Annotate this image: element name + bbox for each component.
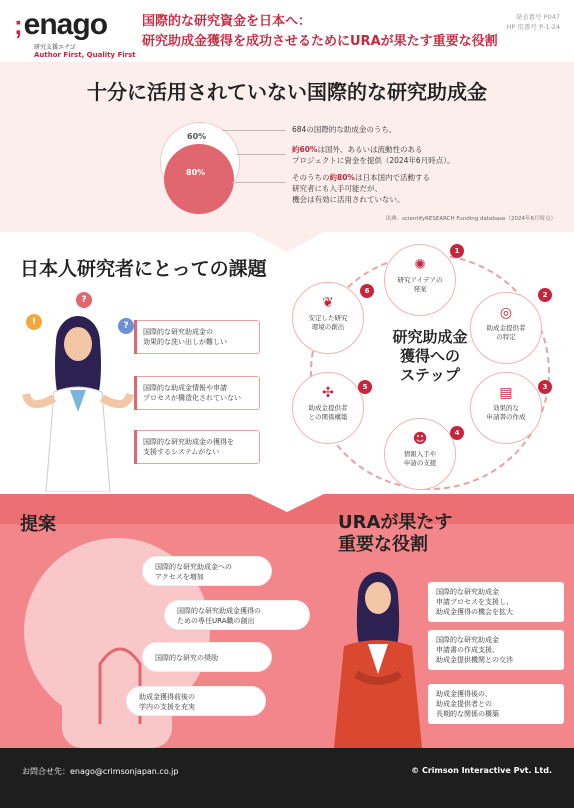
role-line2: 助成金提供者との	[436, 700, 492, 708]
challenge-line1: 国際的な助成金情報や申請	[143, 384, 227, 392]
logo-text: enago	[23, 8, 108, 41]
network-icon: ✣	[322, 385, 334, 401]
stat3-bold: 約80%	[329, 173, 355, 182]
role-line1: 国際的な研究助成金	[436, 636, 499, 644]
lightbulb-icon: ✺	[414, 257, 426, 273]
doc-no: 発表番号 P047	[515, 13, 560, 21]
question-bubble-icon: ?	[118, 318, 134, 334]
heading-right-line1: URAが果たす	[338, 512, 453, 533]
section2-heading: 日本人研究者にとっての課題	[20, 258, 267, 280]
connector-line	[222, 130, 286, 131]
step-number: 5	[358, 380, 372, 394]
step-number: 3	[538, 380, 552, 394]
challenge-line1: 国際的な研究助成金の獲得を	[143, 438, 234, 446]
pct-60-label: 60%	[187, 132, 207, 141]
team-icon: ☻	[412, 431, 428, 447]
role-line1: 国際的な研究助成金	[436, 588, 499, 596]
growth-icon: ❦	[322, 295, 334, 311]
proposal-line1: 助成金獲得前後の	[139, 693, 195, 701]
section3-heading-left: 提案	[20, 514, 56, 535]
step-number: 4	[450, 426, 464, 440]
proposal-item	[164, 600, 310, 630]
step-4	[384, 418, 456, 490]
center-line3: ステップ	[400, 366, 460, 384]
step-number: 1	[450, 244, 464, 258]
challenge-line1: 国際的な研究助成金の	[143, 328, 213, 336]
step-line2: 申請書の作成	[486, 413, 526, 421]
step-number: 6	[360, 284, 374, 298]
section-divider-notch	[250, 232, 324, 252]
stat3-rest: は日本国内で活動する	[354, 173, 430, 182]
ura-role-item	[428, 630, 564, 670]
logo-tagline: Author First, Quality First	[34, 51, 136, 59]
stat3-pre: そのうちの	[292, 173, 330, 182]
challenge-item	[134, 430, 260, 464]
title-line-1: 国際的な研究資金を日本へ：	[142, 14, 312, 29]
connector-line	[236, 154, 286, 155]
challenge-line2: 効果的な洗い出しが難しい	[143, 338, 227, 346]
doc-number	[507, 12, 560, 32]
stat-2	[292, 144, 454, 166]
proposal-line2: ための専任URA職の創出	[177, 617, 255, 625]
step-line2: 環境の創出	[311, 323, 345, 331]
logo-sub: 研究支援エナゴ	[34, 44, 76, 51]
hp-no: HP 用番号 P-1-24	[506, 23, 560, 31]
ura-role-item	[428, 684, 564, 724]
pct-80-label: 80%	[186, 168, 206, 177]
step-line1: 情報入手や	[403, 450, 437, 458]
stat2-rest: は国外、あるいは流動性のある	[317, 145, 423, 154]
step-line2: 申請の支援	[403, 459, 437, 467]
step-number: 2	[538, 288, 552, 302]
proposal-item	[126, 686, 266, 716]
step-line1: 助成金提供者	[486, 324, 526, 332]
copyright: © Crimson Interactive Pvt. Ltd.	[411, 766, 552, 775]
center-line1: 研究助成金	[392, 328, 468, 346]
connector-line	[232, 182, 286, 183]
step-line1: 安定した研究	[308, 314, 348, 322]
step-2	[470, 292, 542, 364]
challenge-item	[134, 320, 260, 354]
step-6	[292, 282, 364, 354]
stat3-line3: 機会は有効に活用されていない。	[292, 195, 405, 204]
challenge-line2: プロセスが構造化されていない	[143, 394, 241, 402]
role-line2: 申請プロセスを支援し、	[436, 598, 513, 606]
proposal-line1: 国際的な研究の奨励	[155, 654, 218, 662]
stat2-bold: 約60%	[292, 145, 318, 154]
role-line3: 助成金獲得の機会を拡大	[436, 608, 513, 616]
section-proposals	[0, 494, 574, 748]
step-5	[292, 372, 364, 444]
stat-1: 684の国際的な助成金のうち、	[292, 125, 397, 134]
proposal-line2: アクセスを増加	[155, 573, 204, 581]
heading-right-line2: 重要な役割	[338, 534, 428, 555]
step-line1: 効果的な	[493, 404, 519, 412]
title-line-2: 研究助成金獲得を成功させるためにURAが果たす重要な役割	[142, 34, 498, 49]
step-line1: 助成金提供者	[308, 404, 348, 412]
stat2-line2: プロジェクトに資金を提供（2024年6月時点）。	[292, 156, 455, 165]
stat3-line2: 研究者にも入手可能だが、	[292, 184, 382, 193]
logo-mark-icon: ;	[14, 10, 22, 40]
source-note: 出典：scientifyRESEARCH Funding database（2024年6月時点）	[385, 216, 556, 222]
step-line2: の特定	[496, 333, 516, 341]
step-line1: 研究アイデアの	[397, 276, 443, 284]
section3-heading-right	[338, 512, 452, 556]
ura-staff-illustration	[326, 564, 430, 748]
step-1	[384, 244, 456, 316]
role-line3: 長期的な関係の構築	[436, 710, 499, 718]
section1-heading: 十分に活用されていない国際的な研究助成金	[87, 80, 487, 104]
stat-3	[292, 172, 430, 205]
circle-inner-80	[164, 144, 234, 214]
step-3	[470, 372, 542, 444]
proposal-line1: 国際的な研究助成金獲得の	[177, 607, 261, 615]
proposal-item	[142, 556, 272, 586]
proposal-item	[142, 642, 272, 672]
role-line1: 助成金獲得後の、	[436, 690, 492, 698]
header	[0, 0, 574, 62]
challenge-line2: 支援するシステムがない	[143, 448, 220, 456]
section-divider-notch	[250, 494, 324, 512]
enago-logo	[14, 10, 136, 59]
section-challenges	[0, 232, 574, 494]
proposal-line2: 学内の支援を充実	[139, 703, 195, 711]
page-title	[142, 12, 502, 52]
proposal-line1: 国際的な研究助成金への	[155, 563, 232, 571]
ura-role-item	[428, 582, 564, 622]
step-line2: との関係構築	[308, 413, 348, 421]
presentation-icon: ▤	[499, 385, 513, 401]
exclamation-bubble-icon: !	[26, 314, 42, 330]
section-underused-grants	[0, 62, 574, 232]
footer	[0, 748, 574, 808]
step-line2: 発案	[413, 285, 427, 293]
center-line2: 獲得への	[399, 347, 460, 365]
role-line3: 助成金提供機関との交渉	[436, 656, 513, 664]
question-bubble-icon: ?	[76, 292, 92, 308]
target-icon: ◎	[499, 305, 513, 321]
role-line2: 申請書の作成支援、	[436, 646, 499, 654]
challenge-item	[134, 376, 260, 410]
contact-email[interactable]: お問合せ先：enago@crimsonjapan.co.jp	[22, 767, 179, 776]
